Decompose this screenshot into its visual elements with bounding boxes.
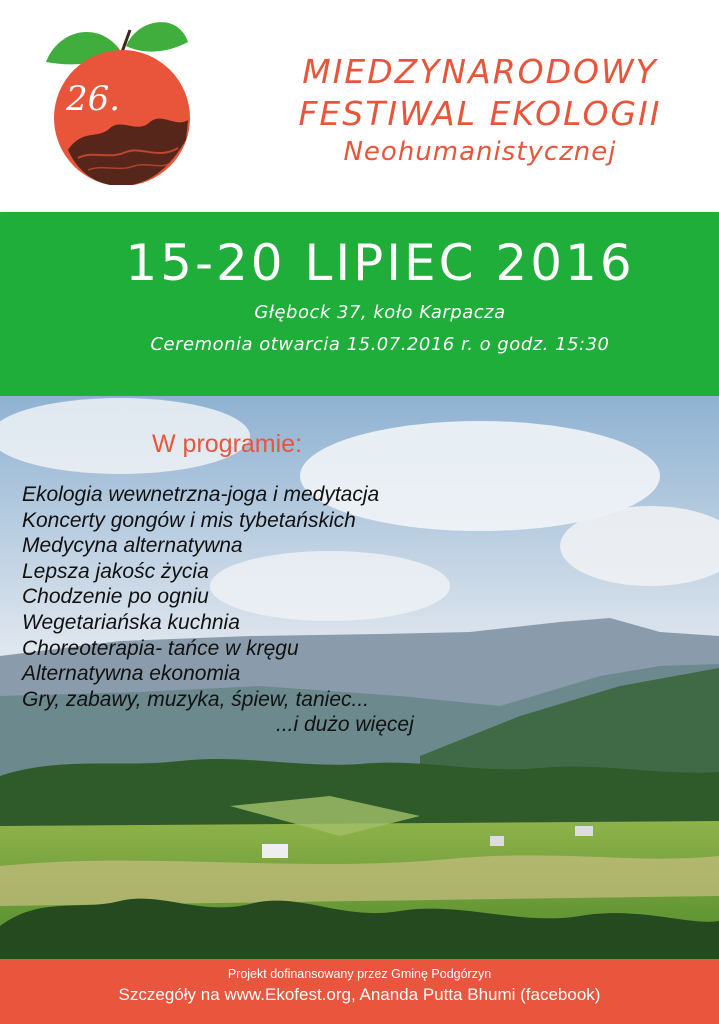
program-heading: W programie: [152,430,303,458]
program-item: Medycyna alternatywna [22,534,243,558]
details-link: Szczegóły na www.Ekofest.org, Ananda Putta Bhumi (facebook) [118,985,601,1004]
funding-note: Projekt dofinansowany przez Gminę Podgórzyn [227,967,492,981]
program-item: Lepsza jakośc życia [22,559,209,583]
logo-number: 26. [66,79,121,119]
event-dates: 15-20 LIPIEC 2016 [125,234,635,292]
program-more: ...i dużo więcej [276,713,414,736]
program-item: Wegetariańska kuchnia [22,610,240,634]
program-item: Alternatywna ekonomia [22,662,241,686]
poster-header [0,0,719,212]
opening-ceremony: Ceremonia otwarcia 15.07.2016 r. o godz. 15:30 [150,334,610,355]
program-item: Choreoterapia- tańce w kręgu [22,636,299,660]
apple-logo-icon [38,10,198,185]
title-line-3: Neohumanistycznej [343,137,617,167]
program-item: Gry, zabawy, muzyka, śpiew, taniec... [22,687,370,711]
program-item: Ekologia wewnetrzna-joga i medytacja [22,483,380,506]
poster-footer [0,959,719,1024]
program-item: Koncerty gongów i mis tybetańskich [22,508,356,532]
title-line-1: MIEDZYNARODOWY [302,52,658,91]
title-line-2: FESTIWAL EKOLOGII [298,94,662,133]
program-item: Chodzenie po ogniu [22,585,209,609]
program-list [22,482,442,712]
date-band [0,212,719,396]
event-venue: Głębock 37, koło Karpacza [254,302,506,323]
